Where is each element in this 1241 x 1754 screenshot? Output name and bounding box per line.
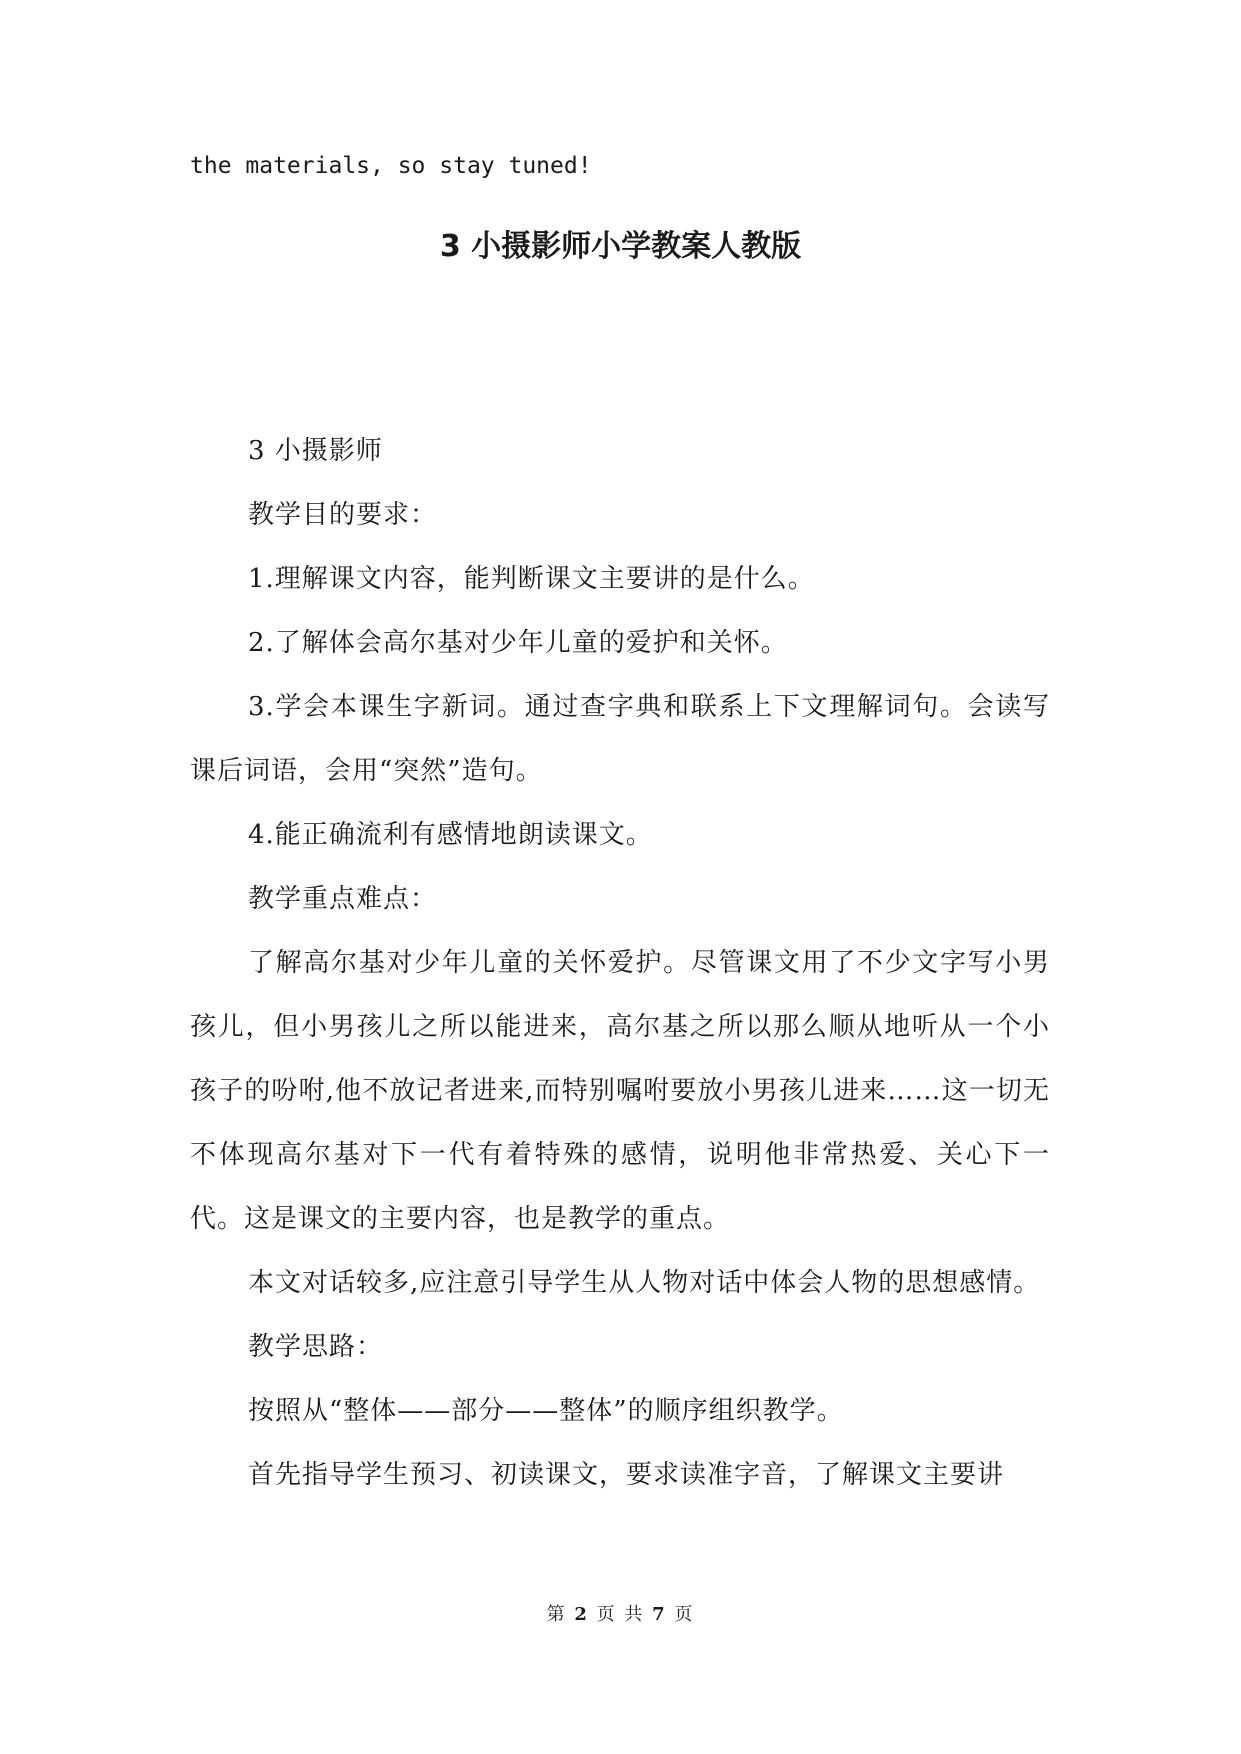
continuation-text: the materials, so stay tuned! (190, 153, 592, 179)
paragraph-objectives-heading: 教学目的要求： (248, 500, 438, 530)
paragraph-lesson-name: 3 小摄影师 (248, 436, 383, 466)
paragraph-objective-2: 2.了解体会高尔基对少年儿童的爱护和关怀。 (248, 628, 788, 658)
paragraph-key-points-body: 了解高尔基对少年儿童的关怀爱护。尽管课文用了不少文字写小男孩儿，但小男孩儿之所以能进来，高尔基之所以那么顺从地听从一个小孩子的吩咐,他不放记者进来,而特别嘱咐要放小男孩儿进来……这一切无不体现高尔基对下一代有着特殊的感情，说明他非常热爱、关心下一代。这是课文的主要内容，也是教学的重点。 (190, 948, 1050, 1234)
footer-prefix: 第 (546, 1604, 567, 1625)
footer-suffix: 页 (674, 1604, 695, 1625)
paragraph-approach-first: 首先指导学生预习、初读课文，要求读准字音，了解课文主要讲 (248, 1460, 1005, 1490)
paragraph-objective-1: 1.理解课文内容，能判断课文主要讲的是什么。 (248, 564, 815, 594)
page-footer (0, 1602, 1241, 1628)
paragraph-approach-order: 按照从“整体——部分——整体”的顺序组织教学。 (248, 1396, 844, 1426)
paragraph-objective-3: 3.学会本课生字新词。通过查字典和联系上下文理解词句。会读写课后词语，会用“突然”造句。 (190, 692, 1050, 786)
footer-middle: 页 共 (596, 1604, 645, 1625)
paragraph-approach-heading: 教学思路： (248, 1332, 384, 1362)
footer-current-page: 2 (574, 1604, 589, 1625)
footer-total-pages: 7 (652, 1604, 667, 1625)
document-body (190, 419, 1050, 1507)
paragraph-dialogue-note: 本文对话较多,应注意引导学生从人物对话中体会人物的思想感情。 (248, 1268, 1041, 1298)
paragraph-objective-4: 4.能正确流利有感情地朗读课文。 (248, 820, 653, 850)
paragraph-key-points-heading: 教学重点难点： (248, 884, 438, 914)
document-title: 3 小摄影师小学教案人教版 (439, 229, 802, 264)
